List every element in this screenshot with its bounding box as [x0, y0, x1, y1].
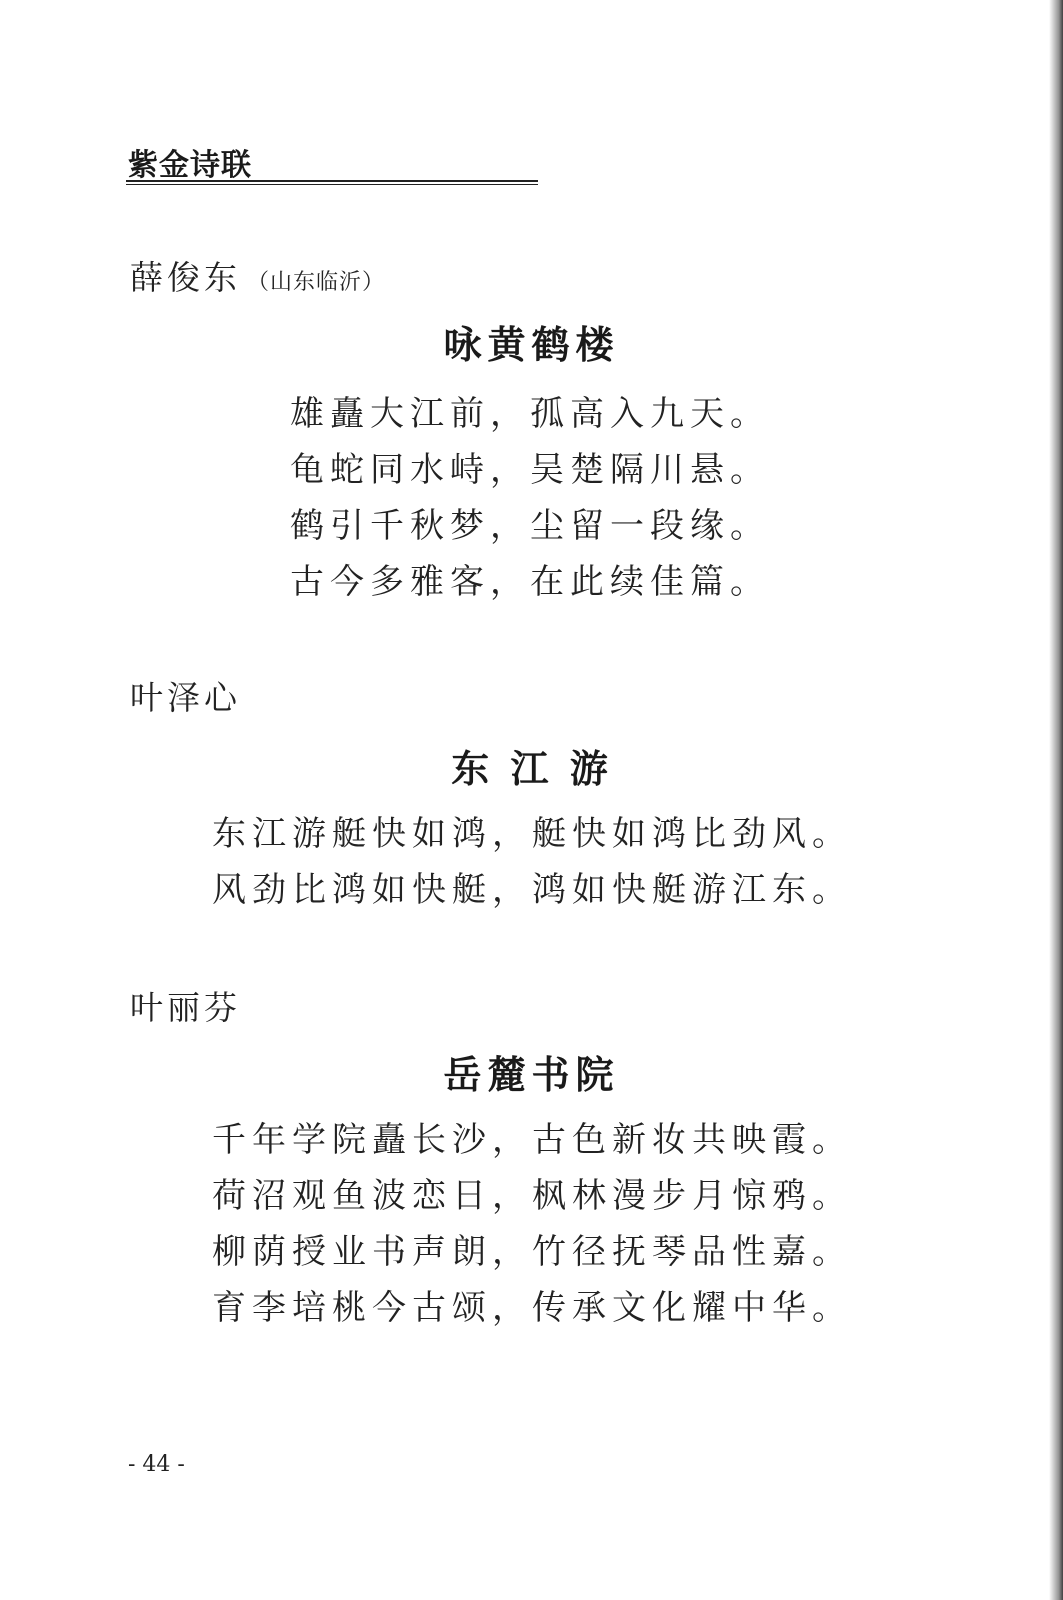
poem-title: 岳麓书院 — [443, 1052, 620, 1097]
poem-line: 育李培桃今古颂，传承文化耀中华。 — [212, 1288, 852, 1328]
poem-body — [290, 386, 770, 610]
author-name-text: 薛俊东 — [130, 258, 241, 297]
poem-title: 东 江 游 — [451, 746, 612, 791]
author-name — [130, 672, 241, 719]
poem-line: 龟蛇同水峙，吴楚隔川悬。 — [290, 450, 770, 490]
author-name — [130, 252, 385, 299]
author-name — [130, 982, 241, 1029]
author-name-text: 叶泽心 — [130, 678, 241, 717]
page-number: - 44 - — [128, 1452, 185, 1477]
page-edge-shadow — [1049, 0, 1063, 1600]
poem-line: 风劲比鸿如快艇，鸿如快艇游江东。 — [212, 870, 852, 910]
poem-line: 鹤引千秋梦，尘留一段缘。 — [290, 506, 770, 546]
header-rule — [126, 180, 538, 185]
poem-line: 荷沼观鱼波恋日，枫林漫步月惊鸦。 — [212, 1176, 852, 1216]
poem-line: 雄矗大江前，孤高入九天。 — [290, 394, 770, 434]
poem-body — [212, 1112, 852, 1336]
poem-title: 咏黄鹤楼 — [443, 322, 620, 367]
poem-line: 千年学院矗长沙，古色新妆共映霞。 — [212, 1120, 852, 1160]
running-header: 紫金诗联 — [128, 148, 252, 183]
author-name-text: 叶丽芬 — [130, 988, 241, 1027]
author-origin: （山东临沂） — [247, 270, 386, 295]
poem-line: 古今多雅客，在此续佳篇。 — [290, 562, 770, 602]
poem-line: 东江游艇快如鸿，艇快如鸿比劲风。 — [212, 814, 852, 854]
poem-line: 柳荫授业书声朗，竹径抚琴品性嘉。 — [212, 1232, 852, 1272]
poem-body — [212, 806, 852, 918]
